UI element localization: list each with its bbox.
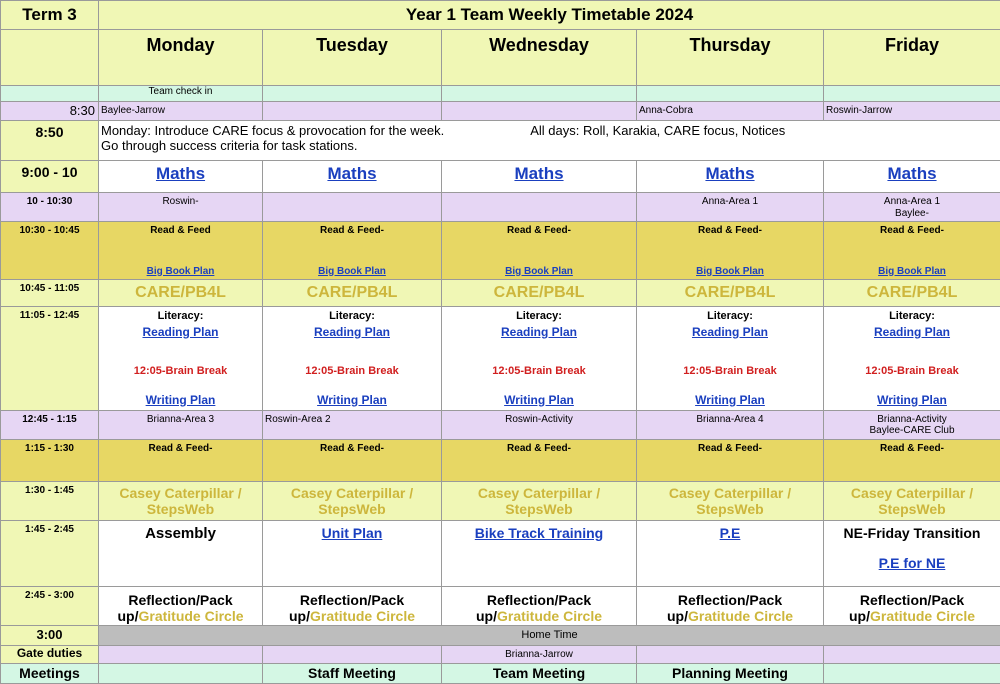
corner-cell — [1, 30, 99, 86]
reading-plan-link[interactable]: Reading Plan — [314, 325, 390, 339]
pe-link[interactable]: P.E — [720, 525, 741, 541]
casey-line1: Casey Caterpillar / — [637, 485, 823, 501]
literacy-label: Literacy: — [824, 310, 1000, 323]
reading-plan-link[interactable]: Reading Plan — [692, 325, 768, 339]
bike-track-training-link[interactable]: Bike Track Training — [475, 525, 603, 541]
big-book-plan-link[interactable]: Big Book Plan — [505, 266, 573, 277]
checkin-empty — [442, 86, 637, 102]
time-850: 8:50 — [1, 121, 99, 161]
care-pb4l: CARE/PB4L — [824, 279, 1000, 306]
literacy-label: Literacy: — [99, 310, 262, 323]
casey-line2: StepsWeb — [824, 501, 1000, 517]
checkin-empty — [824, 86, 1000, 102]
care-pb4l: CARE/PB4L — [263, 279, 442, 306]
casey-line2: StepsWeb — [637, 501, 823, 517]
reflection-cell — [824, 586, 1000, 625]
duty-friday-2: Baylee- — [824, 208, 1000, 220]
reflection-cell — [442, 586, 637, 625]
big-book-plan-link[interactable]: Big Book Plan — [318, 266, 386, 277]
lunch-duty-tuesday: Roswin-Area 2 — [265, 414, 441, 426]
casey-line2: StepsWeb — [99, 501, 262, 517]
term-label: Term 3 — [1, 1, 99, 30]
time-1000: 10 - 10:30 — [1, 193, 99, 222]
writing-plan-link[interactable]: Writing Plan — [317, 393, 387, 407]
reflection-line1: Reflection/Pack — [263, 592, 441, 608]
time-300: 3:00 — [1, 625, 99, 645]
gratitude-circle: Gratitude Circle — [688, 608, 793, 624]
brain-break: 12:05-Brain Break — [637, 365, 823, 378]
casey-caterpillar — [637, 481, 824, 520]
ne-friday-transition: NE-Friday Transition — [824, 525, 1000, 541]
literacy-label: Literacy: — [442, 310, 636, 323]
lunch-duty-monday: Brianna-Area 3 — [99, 414, 262, 426]
brain-break: 12:05-Brain Break — [99, 365, 262, 378]
casey-caterpillar — [442, 481, 637, 520]
checkin-thursday: Anna-Cobra — [637, 102, 824, 121]
day-monday: Monday — [99, 30, 263, 86]
read-feed-label: Read & Feed- — [824, 225, 1000, 237]
time-900: 9:00 - 10 — [1, 161, 99, 193]
writing-plan-link[interactable]: Writing Plan — [146, 393, 216, 407]
gate-empty — [263, 645, 442, 663]
maths-link[interactable]: Maths — [514, 164, 563, 183]
reflection-cell — [99, 586, 263, 625]
big-book-plan-link[interactable]: Big Book Plan — [878, 266, 946, 277]
read-feed-label: Read & Feed- — [637, 225, 823, 237]
casey-line2: StepsWeb — [442, 501, 636, 517]
lunch-duty-friday-2: Baylee-CARE Club — [824, 425, 1000, 437]
brain-break: 12:05-Brain Break — [824, 365, 1000, 378]
time-1030: 10:30 - 10:45 — [1, 222, 99, 280]
time-830: 8:30 — [1, 102, 99, 121]
reflection-line1: Reflection/Pack — [824, 592, 1000, 608]
duty-friday-1: Anna-Area 1 — [824, 196, 1000, 208]
team-check-in-label: Team check in — [99, 86, 263, 102]
gate-wednesday: Brianna-Jarrow — [442, 645, 637, 663]
reflection-up: up/ — [849, 608, 870, 624]
casey-caterpillar — [824, 481, 1000, 520]
meeting-tuesday: Staff Meeting — [263, 663, 442, 683]
time-1105: 11:05 - 12:45 — [1, 306, 99, 410]
day-thursday: Thursday — [637, 30, 824, 86]
writing-plan-link[interactable]: Writing Plan — [877, 393, 947, 407]
checkin-wednesday — [442, 102, 637, 121]
gate-empty — [824, 645, 1000, 663]
casey-line2: StepsWeb — [263, 501, 441, 517]
unit-plan-link[interactable]: Unit Plan — [322, 525, 383, 541]
maths-link[interactable]: Maths — [887, 164, 936, 183]
duty-thursday: Anna-Area 1 — [637, 196, 823, 208]
maths-link[interactable]: Maths — [327, 164, 376, 183]
meeting-friday — [824, 663, 1000, 683]
time-1045: 10:45 - 11:05 — [1, 279, 99, 306]
checkin-label-empty — [1, 86, 99, 102]
writing-plan-link[interactable]: Writing Plan — [504, 393, 574, 407]
gratitude-circle: Gratitude Circle — [870, 608, 975, 624]
checkin-empty — [263, 86, 442, 102]
reading-plan-link[interactable]: Reading Plan — [874, 325, 950, 339]
duty-monday: Roswin- — [99, 196, 262, 208]
gratitude-circle: Gratitude Circle — [497, 608, 602, 624]
monday-note: Monday: Introduce CARE focus & provocation for the week. — [101, 123, 444, 138]
reflection-up: up/ — [117, 608, 138, 624]
casey-caterpillar — [99, 481, 263, 520]
time-115: 1:15 - 1:30 — [1, 439, 99, 481]
lunch-duty-friday-1: Brianna-Activity — [824, 414, 1000, 426]
read-feed-label: Read & Feed- — [637, 439, 824, 481]
day-tuesday: Tuesday — [263, 30, 442, 86]
assembly: Assembly — [99, 520, 263, 586]
checkin-monday: Baylee-Jarrow — [99, 102, 263, 121]
read-feed-label: Read & Feed- — [824, 439, 1000, 481]
reflection-cell — [637, 586, 824, 625]
brain-break: 12:05-Brain Break — [442, 365, 636, 378]
checkin-friday: Roswin-Jarrow — [824, 102, 1000, 121]
day-wednesday: Wednesday — [442, 30, 637, 86]
reading-plan-link[interactable]: Reading Plan — [501, 325, 577, 339]
meeting-monday — [99, 663, 263, 683]
reflection-up: up/ — [476, 608, 497, 624]
read-feed-label: Read & Feed- — [99, 439, 263, 481]
care-pb4l: CARE/PB4L — [99, 279, 263, 306]
casey-caterpillar — [263, 481, 442, 520]
casey-line1: Casey Caterpillar / — [442, 485, 636, 501]
maths-link[interactable]: Maths — [705, 164, 754, 183]
morning-note — [99, 121, 1000, 161]
casey-line1: Casey Caterpillar / — [824, 485, 1000, 501]
home-time: Home Time — [99, 625, 1000, 645]
reflection-cell — [263, 586, 442, 625]
reflection-line1: Reflection/Pack — [442, 592, 636, 608]
read-feed-label: Read & Feed- — [442, 439, 637, 481]
lunch-duty-thursday: Brianna-Area 4 — [637, 414, 823, 426]
gratitude-circle: Gratitude Circle — [310, 608, 415, 624]
writing-plan-link[interactable]: Writing Plan — [695, 393, 765, 407]
brain-break: 12:05-Brain Break — [263, 365, 441, 378]
page-title: Year 1 Team Weekly Timetable 2024 — [99, 1, 1000, 30]
gate-duties-label: Gate duties — [1, 645, 99, 663]
time-145: 1:45 - 2:45 — [1, 520, 99, 586]
care-pb4l: CARE/PB4L — [442, 279, 637, 306]
meetings-label: Meetings — [1, 663, 99, 683]
gate-empty — [637, 645, 824, 663]
read-feed-label: Read & Feed- — [263, 225, 441, 237]
big-book-plan-link[interactable]: Big Book Plan — [696, 266, 764, 277]
big-book-plan-link[interactable]: Big Book Plan — [147, 266, 215, 277]
reflection-line1: Reflection/Pack — [99, 592, 262, 608]
checkin-tuesday — [263, 102, 442, 121]
success-criteria-note: Go through success criteria for task stations. — [101, 139, 997, 154]
reflection-up: up/ — [289, 608, 310, 624]
reflection-line1: Reflection/Pack — [637, 592, 823, 608]
reading-plan-link[interactable]: Reading Plan — [142, 325, 218, 339]
casey-line1: Casey Caterpillar / — [99, 485, 262, 501]
day-friday: Friday — [824, 30, 1000, 86]
read-feed-label: Read & Feed — [99, 225, 262, 237]
reflection-up: up/ — [667, 608, 688, 624]
checkin-empty — [637, 86, 824, 102]
time-130: 1:30 - 1:45 — [1, 481, 99, 520]
read-feed-label: Read & Feed- — [263, 439, 442, 481]
meeting-thursday: Planning Meeting — [637, 663, 824, 683]
meeting-wednesday: Team Meeting — [442, 663, 637, 683]
time-1245: 12:45 - 1:15 — [1, 410, 99, 439]
literacy-label: Literacy: — [637, 310, 823, 323]
lunch-duty-wednesday: Roswin-Activity — [442, 414, 636, 426]
pe-for-ne-link[interactable]: P.E for NE — [879, 555, 946, 571]
gratitude-circle: Gratitude Circle — [138, 608, 243, 624]
all-days-note: All days: Roll, Karakia, CARE focus, Notices — [530, 123, 785, 138]
read-feed-label: Read & Feed- — [442, 225, 636, 237]
literacy-label: Literacy: — [263, 310, 441, 323]
casey-line1: Casey Caterpillar / — [263, 485, 441, 501]
care-pb4l: CARE/PB4L — [637, 279, 824, 306]
time-245: 2:45 - 3:00 — [1, 586, 99, 625]
gate-empty — [99, 645, 263, 663]
maths-link[interactable]: Maths — [156, 164, 205, 183]
